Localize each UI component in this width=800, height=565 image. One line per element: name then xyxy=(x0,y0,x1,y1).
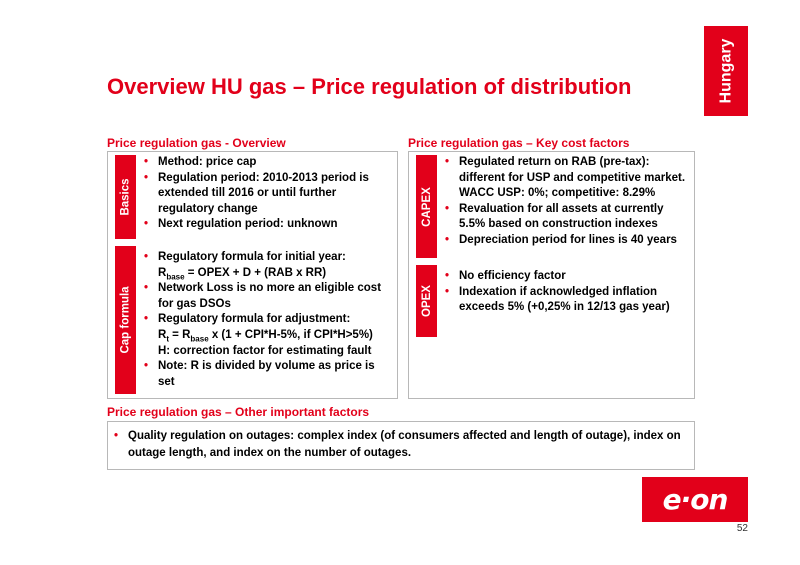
bullet-line: H: correction factor for estimating fault xyxy=(158,344,372,357)
bullet-line: • Quality regulation on outages: complex index (of consumers affected and length of outage), index on xyxy=(128,430,681,442)
cap-formula-list xyxy=(142,250,398,390)
list-item xyxy=(142,155,398,171)
list-item xyxy=(443,233,695,249)
opex-tab xyxy=(416,265,437,337)
list-item xyxy=(443,285,695,316)
list-item xyxy=(443,155,695,202)
bullet-line: • No efficiency factor xyxy=(459,270,566,282)
bullet-line: • Regulated return on RAB (pre-tax): xyxy=(459,156,650,168)
bullet-line: • Revaluation for all assets at currently xyxy=(459,202,664,215)
bullet-line: • Note: R is divided by volume as price is xyxy=(158,360,375,373)
formula-adjustment: $R_t = R_{base}$ x (1 + CPI*H-5%, if CPI*H>5%) xyxy=(158,328,373,344)
list-item xyxy=(142,312,398,359)
bullet-line: 5.5% based on construction indexes xyxy=(459,218,658,231)
list-item xyxy=(112,428,690,462)
list-item xyxy=(142,250,398,281)
bottom-panel-heading: Price regulation gas – Other important factors xyxy=(107,405,370,419)
bullet-line: extended till 2016 or until further xyxy=(158,187,337,200)
page-number: 52 xyxy=(736,523,748,534)
eon-logo-text: e·on xyxy=(662,483,728,516)
bullet-line: for gas DSOs xyxy=(158,297,231,310)
bullet-line: • Regulation period: 2010-2013 period is xyxy=(158,171,369,184)
list-item xyxy=(142,171,398,218)
bullet-line: • Indexation if acknowledged inflation xyxy=(459,285,658,298)
left-panel-box xyxy=(107,151,398,399)
bullet-line: outage length, and index on the number of outages. xyxy=(128,447,412,459)
bullet-line: set xyxy=(158,375,175,388)
other-factors-list xyxy=(112,428,690,462)
bullet-line: exceeds 5% (+0,25% in 12/13 gas year) xyxy=(459,301,670,314)
opex-list xyxy=(443,269,695,316)
basics-tab-label: Basics xyxy=(119,178,132,216)
page-title: Overview HU gas – Price regulation of distribution xyxy=(107,74,632,99)
basics-list xyxy=(142,155,398,233)
bullet-line: different for USP and competitive market. xyxy=(459,171,686,184)
capex-tab xyxy=(416,155,437,258)
left-panel-heading: Price regulation gas - Overview xyxy=(107,136,286,150)
right-panel-box xyxy=(408,151,695,399)
country-tab-label: Hungary xyxy=(717,38,734,104)
list-item xyxy=(142,217,398,233)
basics-tab xyxy=(115,155,136,239)
capex-list xyxy=(443,155,695,249)
cap-formula-tab xyxy=(115,246,136,394)
bullet-line: • Regulatory formula for adjustment: xyxy=(158,313,351,326)
bullet-line: • Depreciation period for lines is 40 years xyxy=(459,233,677,246)
list-item xyxy=(142,359,398,390)
list-item xyxy=(443,202,695,233)
bullet-line: regulatory change xyxy=(158,202,258,215)
capex-tab-label: CAPEX xyxy=(420,186,433,227)
eon-logo xyxy=(642,477,748,522)
list-item xyxy=(142,281,398,312)
formula-initial: $R_{base}$ = OPEX + D + (RAB x RR) xyxy=(158,266,327,281)
bullet-line: WACC USP: 0%; competitive: 8.29% xyxy=(459,187,656,200)
country-tab xyxy=(704,26,748,116)
list-item xyxy=(443,269,695,285)
right-panel-heading: Price regulation gas – Key cost factors xyxy=(408,136,630,150)
cap-formula-tab-label: Cap formula xyxy=(119,286,132,354)
bullet-line: • Regulatory formula for initial year: xyxy=(158,251,346,263)
bullet-line: • Network Loss is no more an eligible cost xyxy=(158,282,382,295)
bullet-line: • Method: price cap xyxy=(158,156,257,168)
bottom-panel-box xyxy=(107,421,695,470)
opex-tab-label: OPEX xyxy=(420,285,433,317)
bullet-line: • Next regulation period: unknown xyxy=(158,218,338,231)
